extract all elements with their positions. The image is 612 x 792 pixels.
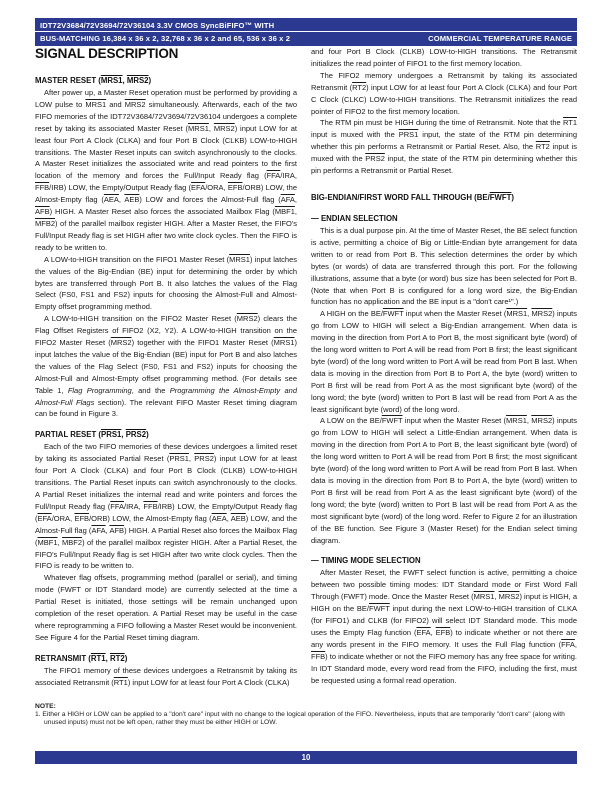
section-heading-big-endian-fwft: BIG-ENDIAN/FIRST WORD FALL THROUGH (BE/FWFT) xyxy=(311,192,515,202)
section-heading-master-reset: MASTER RESET (MRS1, MRS2) xyxy=(35,76,152,85)
header-part-number-line: IDT72V3684/72V3694/72V36104 3.3V CMOS SyncBiFIFO™ WITH xyxy=(40,20,275,30)
right-column xyxy=(311,46,577,689)
page-number-bar xyxy=(35,751,577,764)
paragraph-partial-reset-1: Each of the two FIFO memories of these devices undergoes a limited reset by taking its associated Partial Reset (PRS1, PRS2) input LOW for at least four Port A Clock (CLKA) and four Port B Clock (CLKB) LOW-to-HIGH transitions. The Partial Reset inputs can switch asynchronously to the clocks. A Partial Reset initializes the internal read and write pointers and forces the Full/Input Ready flag ($\overline{FFA}$/IRA, $\overline{FFB}/IRB$) LOW, the Empty/Output Ready flag ($\overline{EFA}$/ORA, $\overline{EFB}/ORB$) LOW, the Almost-Empty flag ($\overline{AEA}$, $\overline{AEB}$) LOW, and the Almost-Full flag ($\overline{AFA}$, $\overline{AFB}$) HIGH. A Partial Reset also forces the Mailbox Flag (MBF1, MBF2) of the parallel mailbox register HIGH. After a Partial Reset, the FIFO's Full/Input Ready flag is set HIGH after two write clock cycles. Then the FIFO is ready to be written to. xyxy=(35,442,298,571)
left-column xyxy=(35,46,297,689)
paragraph-master-reset-1: After power up, a Master Reset operation must be performed by providing a LOW pulse to MRS1 and MRS2 simultaneously. Afterwards, each of the two FIFO memories of the IDT72V3684/72V3694/72V36104 undergoes a complete reset by taking its associated Master Reset (MRS1, MRS2) input LOW for at least four Port A Clock (CLKA) and four Port B Clock (CLKB) LOW-to-HIGH transitions. The Master Reset inputs can switch asynchronously to the clocks. A Master Reset initializes the associated write and read pointers to the first location of the memory and forces the Full/Input Ready flag ($\overline{FFA}$/IRA, $\overline{FFB}/IRB$) LOW, the Empty/Output Ready flag ($\overline{EFA}$/ORA, $\overline{EFB}/ORB$) LOW, the Almost-Empty flag ($\overline{AEA}$, $\overline{AEB}$) LOW and forces the Almost-Full flag ($\overline{AFA}$, $\overline{AFB}$) HIGH. A Master Reset also forces the associated Mailbox Flag (MBF1, MFB2) of the parallel mailbox register HIGH. After a Master Reset, the FIFO's Full/Input Ready flag is set HIGH after two write clock cycles. Then the FIFO is ready to be written to. xyxy=(35,88,298,252)
paragraph-retransmit-1-continued: and four Port B Clock (CLKB) LOW-to-HIGH transitions. The Retransmit initializes the read pointer of FIFO1 to the first memory location. xyxy=(311,47,577,68)
paragraph-endian-selection-3: A LOW on the BE/FWFT input when the Master Reset (MRS1, MRS2) inputs go from LOW to HIGH will select a Little-Endian arrangement. When data is moving in the direction from Port A to Port B, the least significant byte (word) of the long word written to Port A will be read from Port B first; the most significant byte (word) of the long word written to Port A will be read from Port B last. When data is moving in the direction from Port B to Port A, the byte (word) written to Port B first will be read from Port A as the least significant byte (word) of the long word; the byte (word) written to Port B last will be read from Port A as the most significant byte (word) of the long word. Refer to Figure 2 for an illustration of the BE function. See Figure 3 (Master Reset) for the Endian select timing diagram. xyxy=(311,416,577,545)
footnote-block xyxy=(35,703,577,727)
header-second-line xyxy=(35,31,577,46)
two-column-body xyxy=(35,46,577,689)
paragraph-master-reset-3: A LOW-to-HIGH transition on the FIFO2 Master Reset (MRS2) clears the Flag Offset Registers of FIFO2 (X2, Y2). A LOW-to-HIGH transition on the FIFO2 Master Reset (MRS2) together with the FIFO1 Master Reset (MRS1) input latches the value of the Big-Endian (BE) input for Port B and also latches the values of the Flag Select (FS0, FS1 and FS2) inputs for choosing the Almost-Full and Almost-Empty offset programming method. (For details see Table 1, Flag Programming, and the Programming the Almost-Empty and Almost-Full Flags section). The relevant FIFO Master Reset timing diagram can be found in Figure 3. xyxy=(35,314,297,419)
paragraph-endian-selection-1: This is a dual purpose pin. At the time of Master Reset, the BE select function is active, permitting a choice of Big or Little-Endian byte arrangement for data written to or read from Port B. This selection determines the order by which bytes (or words) of data are transferred through this port. For the following illustrations, assume that a byte (or word) bus size has been selected for Port B. (Note that when Port B is configured for a long word size, the Big-Endian function has no application and the BE input is a "don't care¹".) xyxy=(311,225,577,307)
paragraph-endian-selection-2: A HIGH on the BE/FWFT input when the Master Reset (MRS1, MRS2) inputs go from LOW to HIGH will select a Big-Endian arrangement. When data is moving in the direction from Port A to Port B, the most significant byte (word) of the long word written to Port A will be read from Port B first; the least significant byte (word) of the long word written to Port A will be read from Port B last. When data is moving in the direction from Port B to Port A, the byte (word) written to Port B first will be read from Port A as the most significant byte (word) of the long word; the byte (word) written to Port B last will be read from Port A as the least significant byte (word) of the long word. xyxy=(311,309,577,414)
page-number: 10 xyxy=(301,753,311,762)
paragraph-retransmit-2: The FIFO2 memory undergoes a Retransmit by taking its associated Retransmit (RT2) input LOW for at least four Port A Clock (CLKA) and four Port C Clock (CLKC) LOW-to-HIGH transitions. The Retransmit initializes the read pointer of FIFO2 to the first memory location. xyxy=(311,70,577,116)
header-temperature-range-label: COMMERCIAL TEMPERATURE RANGE xyxy=(428,34,572,43)
header-bus-matching-label: BUS-MATCHING 16,384 x 36 x 2, 32,768 x 36 x 2 and 65, 536 x 36 x 2 xyxy=(40,34,291,43)
note-label: NOTE: xyxy=(35,703,56,710)
paragraph-retransmit-1-left: The FIFO1 memory of these devices undergoes a Retransmit by taking its associated Retransmit (RT1) input LOW for at least four Port A Clock (CLKA) xyxy=(35,665,297,687)
section-heading-retransmit: RETRANSMIT (RT1, RT2) xyxy=(35,653,128,663)
page-title: SIGNAL DESCRIPTION xyxy=(35,46,179,61)
paragraph-timing-mode-1: After Master Reset, the FWFT select function is active, permitting a choice between two possible timing modes: IDT Standard mode or First Word Fall Through (FWFT) mode. Once the Master Reset (MRS1, MRS2) input is HIGH, a HIGH on the BE/FWFT input during the next LOW-to-HIGH transition of CLKA (for FIFO1) and CLKB (for FIFO2) will select IDT Standard mode. This mode uses the Empty Flag function ($\overline{EFA}$, $\overline{EFB}$) to indicate whether or not there are any words present in the FIFO memory. It uses the Full Flag function ($\overline{FFA}$, $\overline{FFB}$) to indicate whether or not the FIFO memory has any free space for writing. In IDT Standard mode, every word read from the FIFO, including the first, must be requested using a formal read operation. xyxy=(311,568,578,685)
note-item-1: 1. Either a HIGH or LOW can be applied to a "don't care" input with no change to the logical operation of the FIFO. Nevertheless, inputs that are temporarily "don't care" (along with unused inputs) must not be left open, rather they must be either HIGH or LOW. xyxy=(35,711,565,726)
paragraph-master-reset-2: A LOW-to-HIGH transition on the FIFO1 Master Reset (MRS1) input latches the values of the Big-Endian (BE) input for determining the order by which bytes are transferred through Port B. It also latches the values of the Flag Select (FS0, FS1 and FS2) inputs for choosing the Almost-Full and Almost-Empty offset programming method. xyxy=(35,254,298,312)
section-heading-partial-reset: PARTIAL RESET (PRS1, PRS2) xyxy=(35,430,149,440)
subsection-heading-timing-mode-selection: — TIMING MODE SELECTION xyxy=(311,556,421,566)
paragraph-partial-reset-2: Whatever flag offsets, programming method (parallel or serial), and timing mode (FWFT or IDT Standard mode) are currently selected at the time a Partial Reset is initiated, those settings will be remain unchanged upon completion of the reset operation. A Partial Reset may be useful in the case where reprogramming a FIFO following a Master Reset would be inconvenient. See Figure 4 for the Partial Reset timing diagram. xyxy=(35,573,297,642)
paragraph-retransmit-3: The RTM pin must be HIGH during the time of Retransmit. Note that the RT1 input is muxed with the PRS1 input, the state of the RTM pin determining whether this pin performs a Retransmit or Partial Reset. Also, the RT2 input is muxed with the PRS2 input, the state of the RTM pin determining whether this pin performs a Retransmit or Partial Reset. xyxy=(311,118,577,176)
header-bar xyxy=(35,18,577,46)
subsection-heading-endian-selection: — ENDIAN SELECTION xyxy=(311,213,398,223)
